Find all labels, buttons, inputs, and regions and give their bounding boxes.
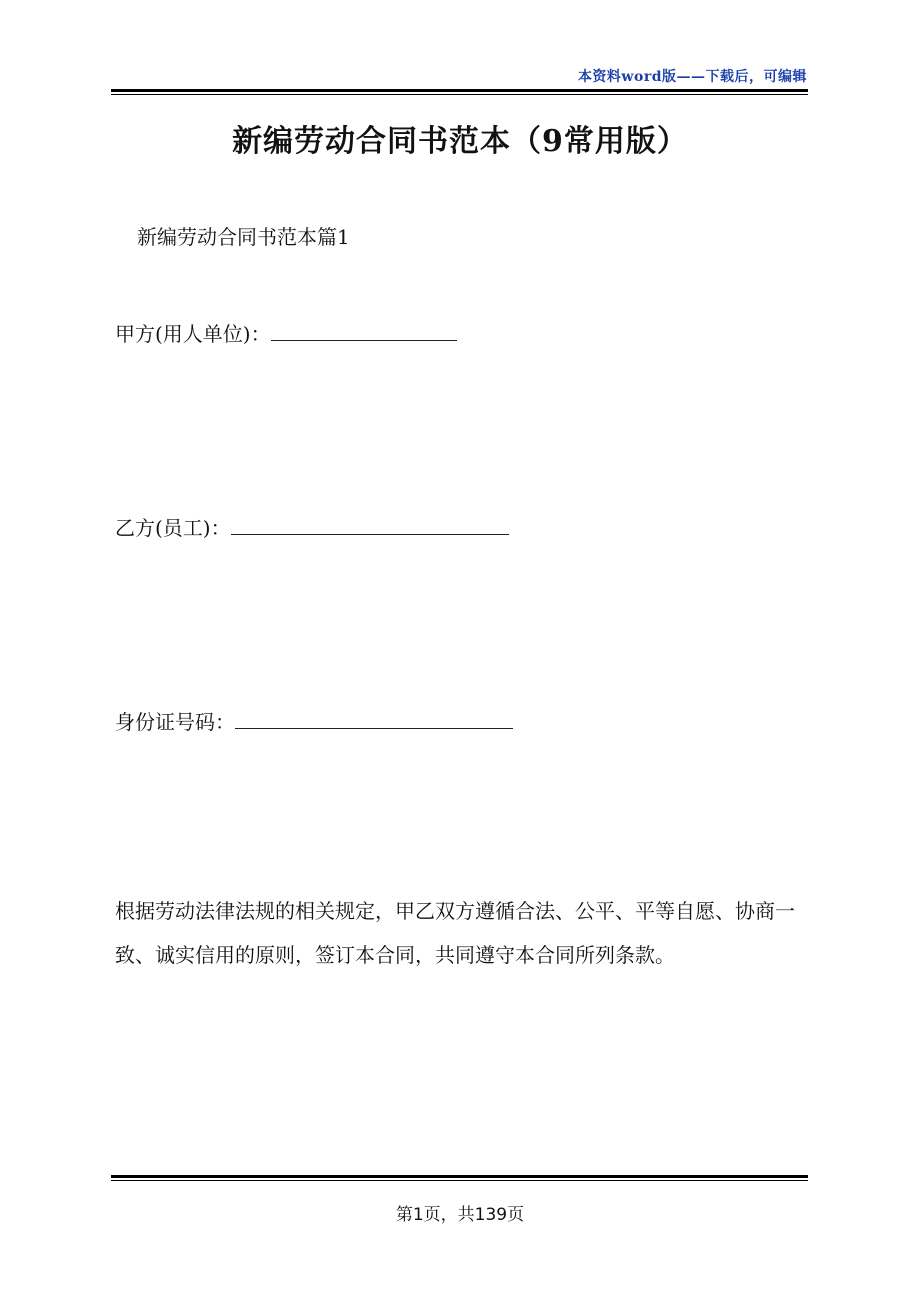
id-number-label: 身份证号码： xyxy=(115,710,235,734)
party-a-row xyxy=(115,318,457,347)
header-rule-thick xyxy=(111,89,808,92)
document-subtitle: 新编劳动合同书范本篇1 xyxy=(137,225,350,249)
intro-paragraph: 根据劳动法律法规的相关规定，甲乙双方遵循合法、公平、平等自愿、协商一致、诚实信用的原则，签订本合同，共同遵守本合同所列条款。 xyxy=(115,899,795,967)
footer-rule-thick xyxy=(111,1175,808,1178)
party-a-label: 甲方(用人单位)： xyxy=(115,322,271,346)
footer-rule-thin xyxy=(111,1180,808,1181)
party-a-blank[interactable] xyxy=(271,320,457,341)
header-rule-thin xyxy=(111,94,808,95)
id-number-blank[interactable] xyxy=(235,708,513,729)
page-number: 第1页，共139页 xyxy=(395,1205,525,1225)
party-b-blank[interactable] xyxy=(231,514,509,535)
party-b-label: 乙方(员工)： xyxy=(115,516,231,540)
header-note: 本资料word版——下载后，可编辑 xyxy=(577,69,807,85)
document-title: 新编劳动合同书范本（9常用版） xyxy=(232,124,688,159)
party-b-row xyxy=(115,512,509,541)
id-number-row xyxy=(115,706,513,735)
